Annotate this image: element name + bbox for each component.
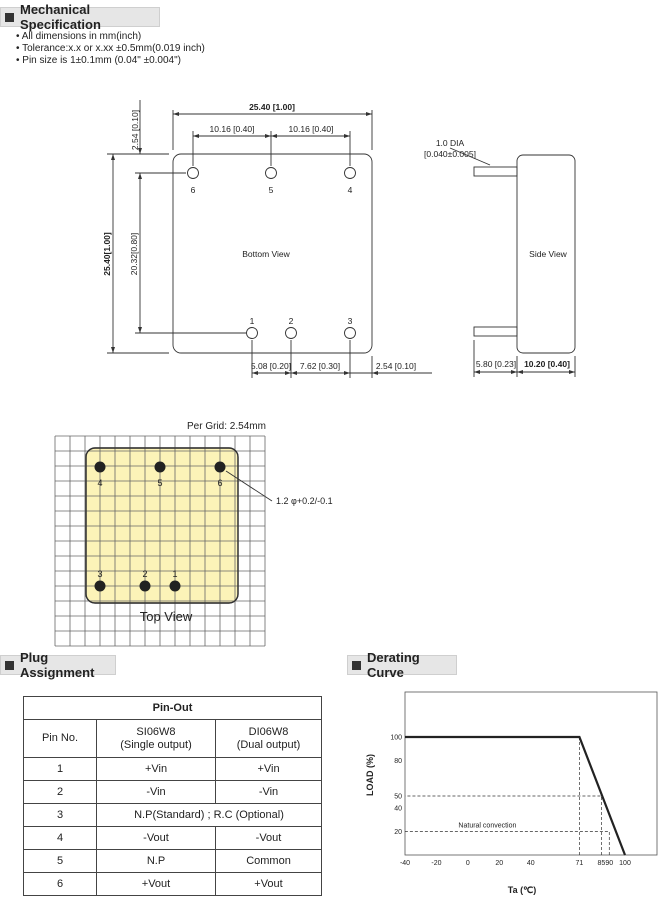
pin-hole — [286, 328, 297, 339]
reference-guide-line — [405, 831, 609, 855]
mechanical-spec-title: Mechanical Specification — [20, 2, 101, 32]
pin-dot — [170, 581, 181, 592]
spec-note: • Pin size is 1±0.1mm (0.04" ±0.004") — [16, 55, 205, 67]
dim-bottom-a: 5.08 [0.20] — [250, 361, 292, 371]
table-row — [24, 850, 322, 873]
x-tick-label: 85 — [597, 860, 606, 867]
col-header-dual — [216, 720, 322, 758]
pin-hole — [266, 168, 277, 179]
dim-height: 25.40[1.00] — [102, 232, 112, 276]
dim-pitch-right: 10.16 [0.40] — [288, 124, 334, 134]
cell-pin: 1 — [24, 758, 97, 781]
cell-dual: +Vin — [216, 758, 322, 781]
x-tick-label: 90 — [605, 860, 614, 867]
derating-curve-title: Derating Curve — [367, 650, 420, 680]
y-tick-label: 20 — [394, 828, 402, 836]
x-tick-label: -40 — [399, 860, 411, 867]
pin-label: 3 — [97, 569, 103, 579]
cell-single: +Vin — [97, 758, 216, 781]
cell-single: -Vin — [97, 781, 216, 804]
bottom-view-label: Bottom View — [242, 249, 290, 259]
dia-label: 1.0 DIA — [435, 138, 465, 148]
table-row — [24, 781, 322, 804]
plug-assignment-header — [0, 650, 116, 680]
pin-label: 4 — [347, 185, 353, 195]
pin-dot — [95, 462, 106, 473]
cell-pin: 4 — [24, 827, 97, 850]
col-header-single-desc: (Single output) — [120, 738, 192, 751]
pin-label: 2 — [142, 569, 148, 579]
dim-width: 25.40 [1.00] — [249, 102, 295, 112]
cell-pin: 3 — [24, 804, 97, 827]
y-tick-label: 100 — [390, 734, 402, 742]
pin-label: 1 — [172, 569, 178, 579]
pin-hole — [188, 168, 199, 179]
cell-dual: +Vout — [216, 873, 322, 896]
section-bullet-icon — [5, 661, 14, 670]
plug-assignment-title: Plug Assignment — [20, 650, 95, 680]
x-axis-label: Ta (℃) — [507, 885, 537, 895]
x-tick-label: 71 — [575, 860, 584, 867]
y-tick-label: 40 — [394, 805, 402, 813]
table-row — [24, 873, 322, 896]
cell-dual: Common — [216, 850, 322, 873]
pinout-table-title: Pin-Out — [24, 697, 322, 720]
grid-scale-label: Per Grid: 2.54mm — [187, 421, 266, 432]
side-pin — [474, 327, 517, 336]
pin-dot — [140, 581, 151, 592]
pin-label: 2 — [288, 316, 294, 326]
cell-merged: N.P(Standard) ; R.C (Optional) — [97, 804, 322, 827]
plot-frame — [405, 692, 657, 855]
cell-pin: 2 — [24, 781, 97, 804]
derating-curve-header — [347, 650, 457, 680]
x-tick-label: -20 — [431, 860, 442, 867]
col-header-single — [97, 720, 216, 758]
cell-single: +Vout — [97, 873, 216, 896]
cell-dual: -Vout — [216, 827, 322, 850]
dia-inch-label: [0.040±0.005] — [424, 149, 476, 159]
pin-dot — [95, 581, 106, 592]
cell-single: N.P — [97, 850, 216, 873]
x-tick-label: 100 — [619, 860, 631, 867]
spec-note: • All dimensions in mm(inch) — [16, 31, 205, 43]
pin-label: 6 — [217, 478, 223, 488]
pin-label: 4 — [97, 478, 103, 488]
pin-dot — [155, 462, 166, 473]
table-row — [24, 758, 322, 781]
hole-size-label: 1.2 φ+0.2/-0.1 — [276, 496, 333, 506]
pin-hole — [345, 328, 356, 339]
cell-dual: -Vin — [216, 781, 322, 804]
top-view-label: Top View — [139, 609, 193, 624]
pinout-table — [23, 696, 322, 896]
section-bullet-icon — [352, 661, 361, 670]
col-header-dual-model: DI06W8 — [248, 725, 289, 738]
dim-pin-length: 5.80 [0.23] — [475, 359, 517, 369]
col-header-pin: Pin No. — [24, 720, 97, 758]
y-tick-label: 80 — [394, 758, 402, 766]
pin-label: 5 — [157, 478, 163, 488]
dim-pin-span: 20.32[0.80] — [129, 232, 139, 276]
y-tick-label: 50 — [394, 793, 402, 801]
pin-label: 5 — [268, 185, 274, 195]
cell-single: -Vout — [97, 827, 216, 850]
y-axis-label: LOAD (%) — [365, 754, 375, 796]
cell-pin: 6 — [24, 873, 97, 896]
pin-label: 6 — [190, 185, 196, 195]
col-header-dual-desc: (Dual output) — [236, 738, 301, 751]
pin-hole — [247, 328, 258, 339]
x-tick-label: 20 — [495, 860, 504, 867]
table-row — [24, 804, 322, 827]
derating-chart — [360, 680, 660, 910]
pin-label: 1 — [249, 316, 255, 326]
cell-pin: 5 — [24, 850, 97, 873]
pin-dot — [215, 462, 226, 473]
pin-hole — [345, 168, 356, 179]
dim-pitch-left: 10.16 [0.40] — [209, 124, 255, 134]
spec-note: • Tolerance:x.x or x.xx ±0.5mm(0.019 inch) — [16, 43, 205, 55]
dim-bottom-c: 2.54 [0.10] — [375, 361, 417, 371]
mechanical-drawing — [0, 0, 670, 400]
top-view-grid-drawing — [0, 410, 670, 650]
dim-depth: 10.20 [0.40] — [524, 359, 570, 369]
x-tick-label: 0 — [465, 860, 470, 867]
x-tick-label: 40 — [526, 860, 535, 867]
col-header-single-model: SI06W8 — [136, 725, 176, 738]
side-pin — [474, 167, 517, 176]
natural-convection-annotation: Natural convection — [458, 822, 517, 830]
pin-label: 3 — [347, 316, 353, 326]
side-view-label: Side View — [529, 249, 567, 259]
dim-bottom-b: 7.62 [0.30] — [299, 361, 341, 371]
table-row — [24, 827, 322, 850]
dim-top-offset: 2.54 [0.10] — [130, 109, 140, 151]
